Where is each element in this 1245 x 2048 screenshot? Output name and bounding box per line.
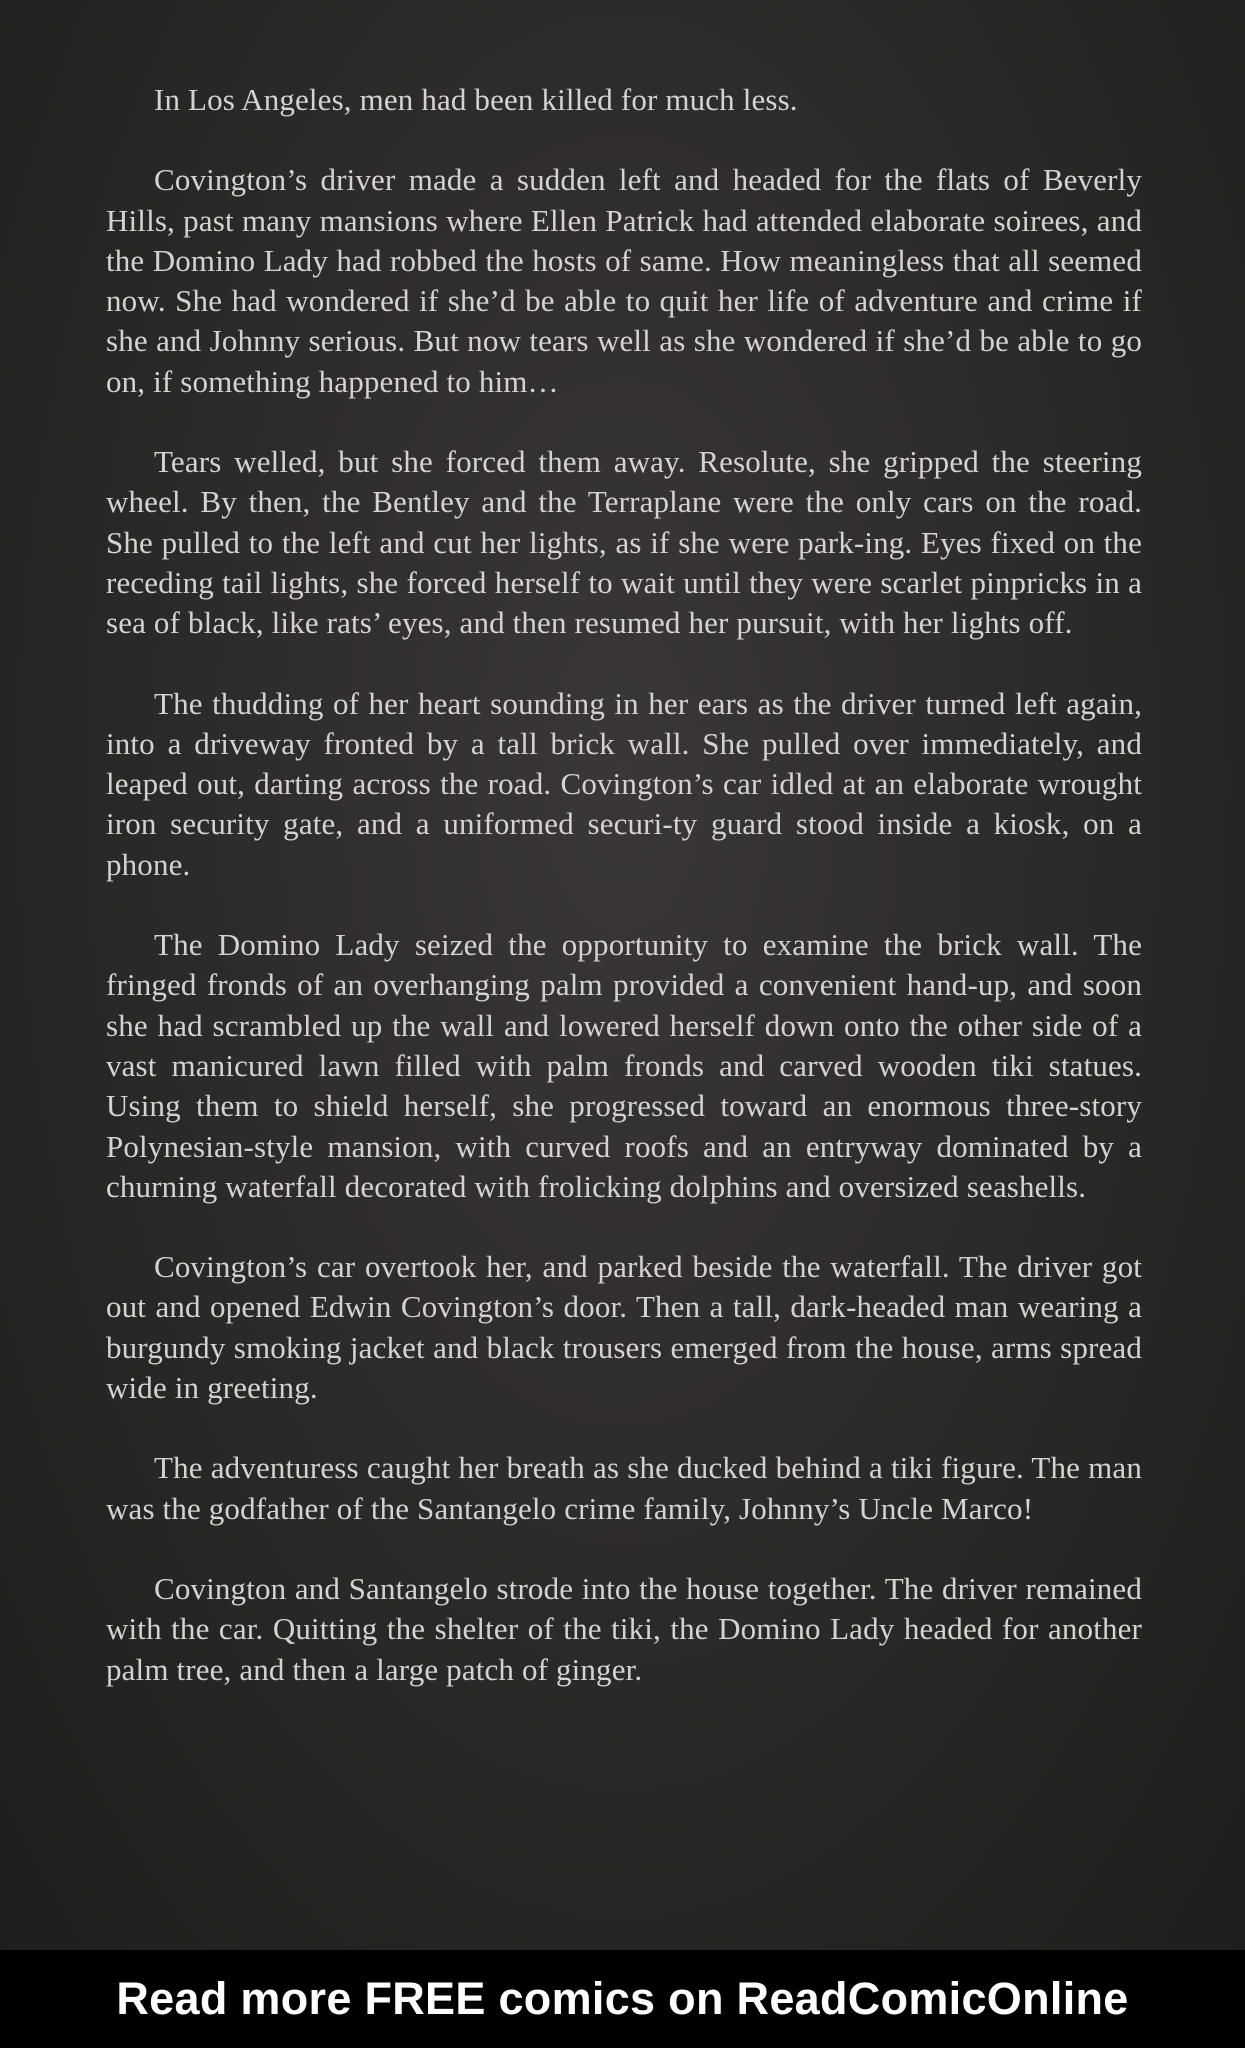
paragraph-2: Covington’s driver made a sudden left and headed for the flats of Beverly Hills, past many mansions where Ellen Patrick had attended elaborate soirees, and the Domino Lady had robbed the hosts of same. How meaningless that all seemed now. She had wondered if she’d be able to quit her life of adventure and crime if she and Johnny serious. But now tears well as she wondered if she’d be able to go on, if something happened to him…	[106, 162, 1142, 399]
promo-banner[interactable]	[0, 1950, 1245, 2048]
promo-banner-text[interactable]: Read more FREE comics on ReadComicOnline	[116, 1973, 1129, 2024]
paragraph-7: The adventuress caught her breath as she ducked behind a tiki figure. The man was the godfather of the Santangelo crime family, Johnny’s Uncle Marco!	[106, 1450, 1142, 1526]
paragraph-5: The Domino Lady seized the opportunity to examine the brick wall. The fringed fronds of an overhanging palm provided a convenient hand-up, and soon she had scrambled up the wall and lowered herself down onto the other side of a vast manicured lawn filled with palm fronds and carved wooden tiki statues. Using them to shield herself, she progressed toward an enormous three-story Polynesian-style mansion, with curved roofs and an entryway dominated by a churning waterfall decorated with frolicking dolphins and oversized seashells.	[106, 927, 1142, 1204]
paragraph-1: In Los Angeles, men had been killed for much less.	[154, 82, 798, 117]
paragraph-4: The thudding of her heart sounding in her ears as the driver turned left again, into a driveway fronted by a tall brick wall. She pulled over immediately, and leaped out, darting across the road. Covington’s car idled at an elaborate wrought iron security gate, and a uniformed securi-ty guard stood inside a kiosk, on a phone.	[106, 685, 1142, 882]
paragraph-3: Tears welled, but she forced them away. Resolute, she gripped the steering wheel. By then, the Bentley and the Terraplane were the only cars on the road. She pulled to the left and cut her lights, as if she were park-ing. Eyes fixed on the receding tail lights, she forced herself to wait until they were scarlet pinpricks in a sea of black, like rats’ eyes, and then resumed her pursuit, with her lights off.	[106, 444, 1142, 641]
paragraph-8: Covington and Santangelo strode into the house together. The driver remained with the car. Quitting the shelter of the tiki, the Domino Lady headed for another palm tree, and then a large patch of ginger.	[106, 1570, 1142, 1687]
paragraph-6: Covington’s car overtook her, and parked beside the waterfall. The driver got out and opened Edwin Covington’s door. Then a tall, dark-headed man wearing a burgundy smoking jacket and black trousers emerged from the house, arms spread wide in greeting.	[106, 1249, 1142, 1406]
story-text	[106, 80, 1142, 1730]
